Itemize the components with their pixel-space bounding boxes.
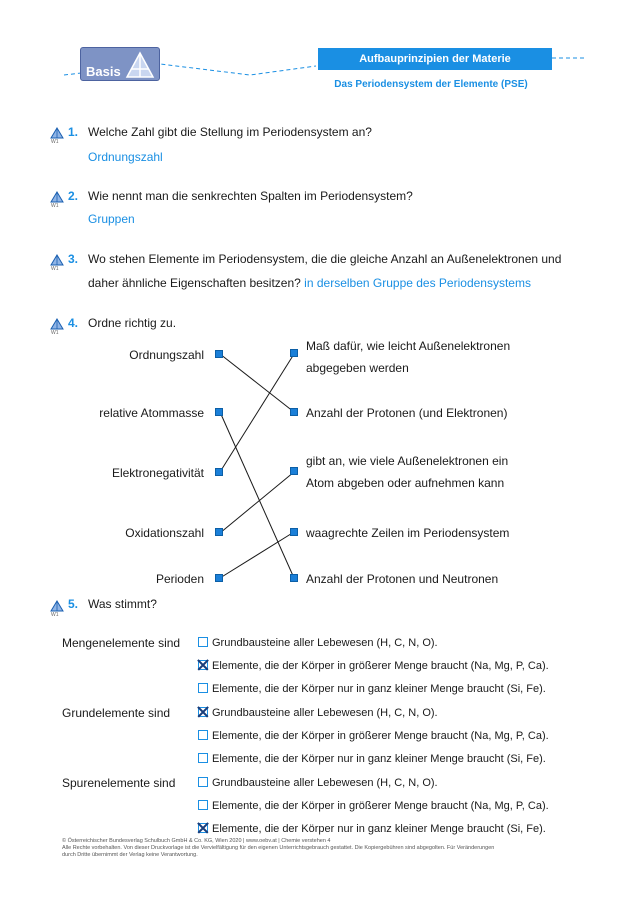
q5-option-text: Grundbausteine aller Lebewesen (H, C, N, O).	[212, 637, 438, 649]
match-left-item: Elektronegativität	[111, 466, 204, 480]
match-right-marker[interactable]	[290, 574, 298, 582]
q5-group-label: Spurenelemente sind	[62, 776, 176, 790]
footer-copyright	[62, 838, 582, 859]
question-number: 5.	[68, 597, 79, 611]
question-number: 4.	[68, 316, 79, 330]
match-right-item: Anzahl der Protonen und Neutronen	[306, 572, 499, 586]
q5-option-text: Elemente, die der Körper nur in ganz kleiner Menge braucht (Si, Fe).	[212, 823, 546, 835]
q5-option[interactable]	[198, 823, 546, 835]
match-right-item	[306, 339, 510, 375]
triangle-icon	[50, 600, 64, 612]
match-line	[220, 354, 294, 472]
q5-option[interactable]	[198, 753, 546, 765]
match-left-marker[interactable]	[215, 528, 223, 536]
q5-option-text: Elemente, die der Körper nur in ganz kleiner Menge braucht (Si, Fe).	[212, 683, 546, 695]
match-right-line2: Atom abgeben oder aufnehmen kann	[306, 476, 505, 490]
q5-option-text: Elemente, die der Körper nur in ganz kleiner Menge braucht (Si, Fe).	[212, 753, 546, 765]
chapter-title: Aufbauprinzipien der Materie	[318, 48, 552, 70]
match-left-marker[interactable]	[215, 350, 223, 358]
checkbox-checked[interactable]	[198, 660, 208, 670]
question-number: 1.	[68, 125, 79, 139]
difficulty-icon	[50, 599, 66, 619]
q5-group-label: Grundelemente sind	[62, 706, 171, 720]
answer-text: Ordnungszahl	[88, 150, 163, 164]
level-tag: W1	[51, 203, 59, 209]
checkbox[interactable]	[198, 637, 208, 647]
q5-option[interactable]	[198, 707, 438, 719]
q5-option[interactable]	[198, 683, 546, 695]
checkbox[interactable]	[198, 800, 208, 810]
match-line	[220, 354, 294, 412]
level-tag: W1	[51, 612, 59, 618]
match-line	[220, 412, 294, 578]
answer-text: Gruppen	[88, 212, 135, 226]
checkbox[interactable]	[198, 753, 208, 763]
checkbox[interactable]	[198, 683, 208, 693]
match-line	[220, 472, 294, 533]
match-right-line1: Maß dafür, wie leicht Außenelektronen	[306, 339, 511, 353]
match-left-item: Perioden	[155, 572, 204, 586]
q5-option[interactable]	[198, 777, 438, 789]
match-left-item: relative Atommasse	[99, 406, 204, 420]
level-tag: W1	[51, 139, 59, 145]
q5-option[interactable]	[198, 730, 549, 742]
answer-text: in derselben Gruppe des Periodensystems	[304, 276, 531, 290]
q5-group-label: Mengenelemente sind	[62, 636, 181, 650]
q5-option[interactable]	[198, 637, 438, 649]
question-text: Welche Zahl gibt die Stellung im Periodensystem an?	[88, 125, 372, 139]
q5-option-text: Grundbausteine aller Lebewesen (H, C, N, O).	[212, 707, 438, 719]
match-right-line2: abgegeben werden	[306, 361, 409, 375]
question-text: Wie nennt man die senkrechten Spalten im Periodensystem?	[88, 189, 413, 203]
question-number: 3.	[68, 252, 79, 266]
q5-option[interactable]	[198, 660, 549, 672]
checkbox[interactable]	[198, 777, 208, 787]
match-line	[220, 532, 294, 578]
match-right-marker[interactable]	[290, 349, 298, 357]
question-text: Was stimmt?	[88, 597, 157, 611]
q5-option-text: Elemente, die der Körper in größerer Menge braucht (Na, Mg, P, Ca).	[212, 730, 549, 742]
match-right-marker[interactable]	[290, 408, 298, 416]
match-right-marker[interactable]	[290, 528, 298, 536]
match-left-item: Oxidationszahl	[125, 526, 204, 540]
chapter-subtitle: Das Periodensystem der Elemente (PSE)	[334, 79, 528, 90]
match-right-marker[interactable]	[290, 467, 298, 475]
checkbox-checked[interactable]	[198, 707, 208, 717]
footer-line: Alle Rechte vorbehalten. Von dieser Druckvorlage ist die Vervielfältigung für den eigenen Unterrichtsgebrauch gestattet. Die Kopiergebühren sind abgegolten. Für Veränderungen	[62, 845, 495, 851]
q5-option-text: Elemente, die der Körper in größerer Menge braucht (Na, Mg, P, Ca).	[212, 800, 549, 812]
question-text-line1: Wo stehen Elemente im Periodensystem, die die gleiche Anzahl an Außenelektronen und	[88, 252, 562, 266]
match-right-line1: gibt an, wie viele Außenelektronen ein	[306, 454, 509, 468]
match-left-item: Ordnungszahl	[129, 348, 204, 362]
checkbox-checked[interactable]	[198, 823, 208, 833]
footer-line: durch Dritte übernimmt der Verlag keine Verantwortung.	[62, 852, 198, 858]
match-left-marker[interactable]	[215, 574, 223, 582]
question-number: 2.	[68, 189, 79, 203]
match-right-item: waagrechte Zeilen im Periodensystem	[306, 526, 510, 540]
level-tag: W1	[51, 330, 59, 336]
q5-option-text: Grundbausteine aller Lebewesen (H, C, N, O).	[212, 777, 438, 789]
footer-line: © Österreichischer Bundesverlag Schulbuch GmbH & Co. KG, Wien 2020 | www.oebv.at | Chemie verstehen 4	[62, 838, 331, 844]
match-left-marker[interactable]	[215, 468, 223, 476]
question-text: Ordne richtig zu.	[88, 316, 177, 330]
basis-logo-text: Basis	[86, 64, 121, 79]
match-right-item	[306, 454, 508, 490]
q5-option[interactable]	[198, 800, 549, 812]
match-right-item: Anzahl der Protonen (und Elektronen)	[306, 406, 508, 420]
question-text-line2-main: daher ähnliche Eigenschaften besitzen?	[88, 276, 301, 290]
level-tag: W1	[51, 266, 59, 272]
q5-option-text: Elemente, die der Körper in größerer Menge braucht (Na, Mg, P, Ca).	[212, 660, 549, 672]
match-left-marker[interactable]	[215, 408, 223, 416]
checkbox[interactable]	[198, 730, 208, 740]
